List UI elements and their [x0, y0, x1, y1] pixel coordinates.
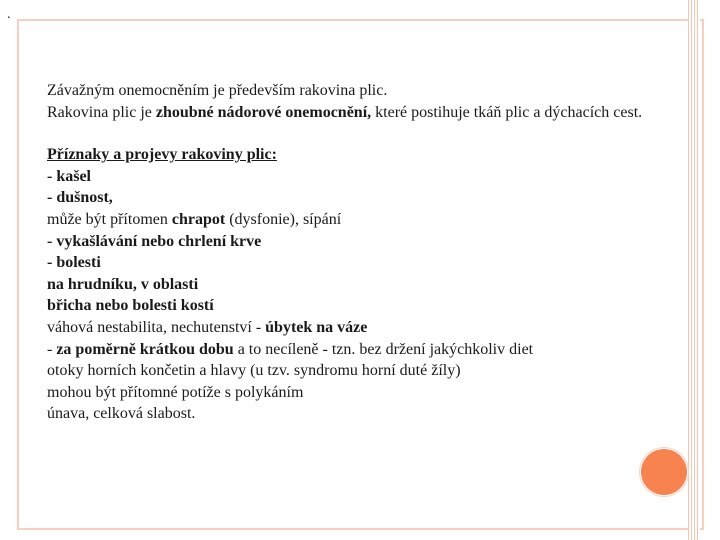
item-dyspnea	[47, 187, 715, 209]
item-hoarseness	[47, 209, 715, 231]
item-hoarseness-bold: chrapot	[171, 210, 226, 228]
item-blood-text: - vykašlávání nebo chrlení krve	[47, 232, 262, 250]
slide-content	[47, 80, 715, 425]
corner-dot: .	[7, 7, 11, 22]
symptoms-heading	[47, 144, 715, 166]
item-cough-text: - kašel	[47, 167, 91, 185]
item-dyspnea-text: - dušnost,	[47, 189, 113, 207]
item-short-time-end: a to necíleně - tzn. bez držení jakýchkoliv diet	[233, 340, 534, 358]
item-pain-2-text: na hrudníku, v oblasti	[47, 275, 199, 293]
item-short-time	[47, 339, 715, 361]
symptoms-heading-text: Příznaky a projevy rakoviny plic:	[47, 146, 277, 164]
intro-line-2-bold: zhoubné nádorové onemocnění,	[155, 103, 372, 121]
item-pain-2	[47, 274, 715, 296]
item-weight-start: váhová nestabilita, nechutenství -	[47, 318, 266, 336]
item-hoarseness-end: (dysfonie), sípání	[225, 210, 342, 228]
item-pain-1-text: - bolesti	[47, 254, 101, 272]
intro-line-1: Závažným onemocněním je především rakovina plic.	[47, 82, 388, 99]
item-hoarseness-start: může být přítomen	[47, 210, 172, 228]
item-swelling: otoky horních končetin a hlavy (u tzv. syndromu horní duté žíly)	[47, 362, 461, 380]
item-short-time-bold: za poměrně krátkou dobu	[56, 340, 234, 358]
item-blood	[47, 231, 715, 253]
item-short-time-dash: -	[47, 340, 57, 358]
item-cough	[47, 166, 715, 188]
item-weight-bold: úbytek na váze	[265, 318, 368, 336]
item-fatigue: únava, celková slabost.	[47, 405, 196, 423]
item-pain-1	[47, 252, 715, 274]
item-swallowing: mohou být přítomné potíže s polykáním	[47, 383, 304, 401]
item-pain-3-text: břicha nebo bolesti kostí	[47, 297, 214, 315]
item-weight	[47, 317, 715, 339]
item-pain-3	[47, 295, 715, 317]
orange-circle-decoration	[641, 449, 687, 495]
intro-line-2-end: které postihuje tkáň plic a dýchacích cest.	[371, 103, 643, 121]
intro-line-2-start: Rakovina plic je	[47, 103, 156, 121]
intro-line-2	[47, 102, 715, 124]
